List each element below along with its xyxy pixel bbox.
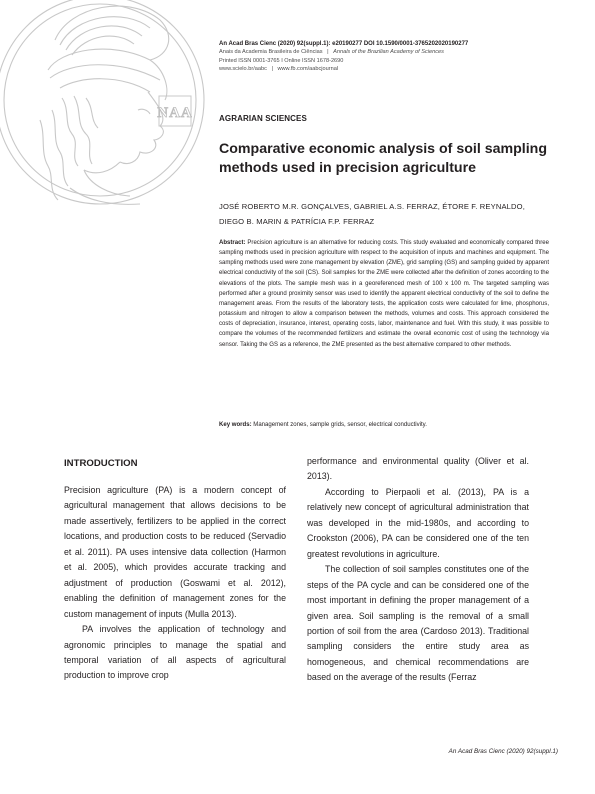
authors-line-1: JOSÉ ROBERTO M.R. GONÇALVES, GABRIEL A.S. FERRAZ, ÉTORE F. REYNALDO,	[219, 202, 526, 211]
section-label: AGRARIAN SCIENCES	[219, 114, 307, 123]
author-list	[219, 199, 549, 229]
body-column-right	[307, 454, 529, 686]
article-title: Comparative economic analysis of soil sampling methods used in precision agriculture	[219, 141, 547, 176]
journal-issn: Printed ISSN 0001-3765 I Online ISSN 1678-2690	[219, 57, 344, 64]
page-footer: An Acad Bras Cienc (2020) 92(suppl.1)	[448, 748, 558, 755]
journal-links	[219, 65, 559, 73]
journal-names	[219, 48, 559, 56]
paragraph: PA involves the application of technology and agronomic principles to manage the spatial and temporal variation of all aspects of agricultural production to improve crop	[64, 624, 286, 681]
keywords-label: Key words:	[219, 422, 252, 428]
authors-line-2: DIEGO B. MARIN & PATRÍCIA F.P. FERRAZ	[219, 217, 375, 226]
keywords	[219, 420, 549, 430]
academy-seal-logo	[0, 0, 215, 215]
paragraph: performance and environmental quality (Oliver et al. 2013).	[307, 456, 529, 482]
paragraph: The collection of soil samples constitutes one of the steps of the PA cycle and can be considered one of the most important in defining the proper management of a given area. Soil sampling is the removal of a small portion of soil from the area (Cardoso 2013). Traditional sampling considers the entire study area as homogeneous, and chemical recommendations are based on the average of the results (Ferraz	[307, 564, 529, 683]
paragraph: Precision agriculture (PA) is a modern concept of agricultural management that allows decisions to be made assertively, fertilizers to be applied in the correct locations, and production costs to be reduced (Servadio et al. 2011). PA uses intensive data collection (Harmon et al. 2005), which provides accurate tracking and adjustment of production (Goswami et al. 2012), enabling the definition of management zones for the custom management of inputs (Mulla 2013).	[64, 485, 286, 619]
journal-citation: An Acad Bras Cienc (2020) 92(suppl.1): e20190277 DOI 10.1590/0001-3765202020190277	[219, 41, 469, 47]
journal-name-pt: Anais da Academia Brasileira de Ciências	[219, 49, 323, 56]
separator: |	[271, 66, 273, 73]
journal-header	[219, 40, 559, 74]
abstract-text: Precision agriculture is an alternative for reducing costs. This study evaluated and economically compared three sampling methods used in precision agriculture with respect to the acquisition of inputs and machines and equipment. The sampling methods used were zone management by elevation (ZME), grid sampling (GS) and sampling guided by apparent electrical conductivity of the soil (CS). Soil samples for the ZME were collected after the definition of zones according to the elevations of the plots. The sample mesh was in a georeferenced mesh of 100 x 100 m. The targeted sampling was performed after a ground proximity sensor was used to identify the apparent electrical conductivity of the soil to define the management areas. From the results of the laboratory tests, the application costs were calculated for lime, phosphorus, potassium and nitrogen to allow a comparison between the methods, volumes and costs. This approach considered the costs of depreciation, insurance, interest, operating costs, labor, maintenance and fuel. With this study, it was possible to compare the volumes of the recommended fertilizers and estimate the overall economic cost of using the technology via sensor. Taking the GS as a reference, the ZME presented as the best alternative compared to other methods.	[219, 240, 549, 348]
journal-name-en: Annals of the Brazilian Academy of Sciences	[333, 49, 444, 56]
keywords-text: Management zones, sample grids, sensor, electrical conductivity.	[253, 422, 427, 428]
paragraph: According to Pierpaoli et al. (2013), PA is a relatively new concept of agricultural administration that was developed in the mid-1980s, and according to Crookston (2006), PA can be considered one of the ten greatest revolutions in agriculture.	[307, 486, 529, 559]
svg-text:NAA: NAA	[157, 105, 193, 121]
scielo-link[interactable]: www.scielo.br/aabc	[219, 66, 267, 73]
abstract-label: Abstract:	[219, 240, 246, 246]
athena-head-icon	[0, 0, 215, 215]
body-column-left	[64, 483, 286, 684]
facebook-link[interactable]: www.fb.com/aabcjournal	[277, 66, 339, 73]
separator: |	[327, 49, 329, 56]
abstract	[219, 238, 549, 350]
introduction-heading: INTRODUCTION	[64, 458, 138, 469]
